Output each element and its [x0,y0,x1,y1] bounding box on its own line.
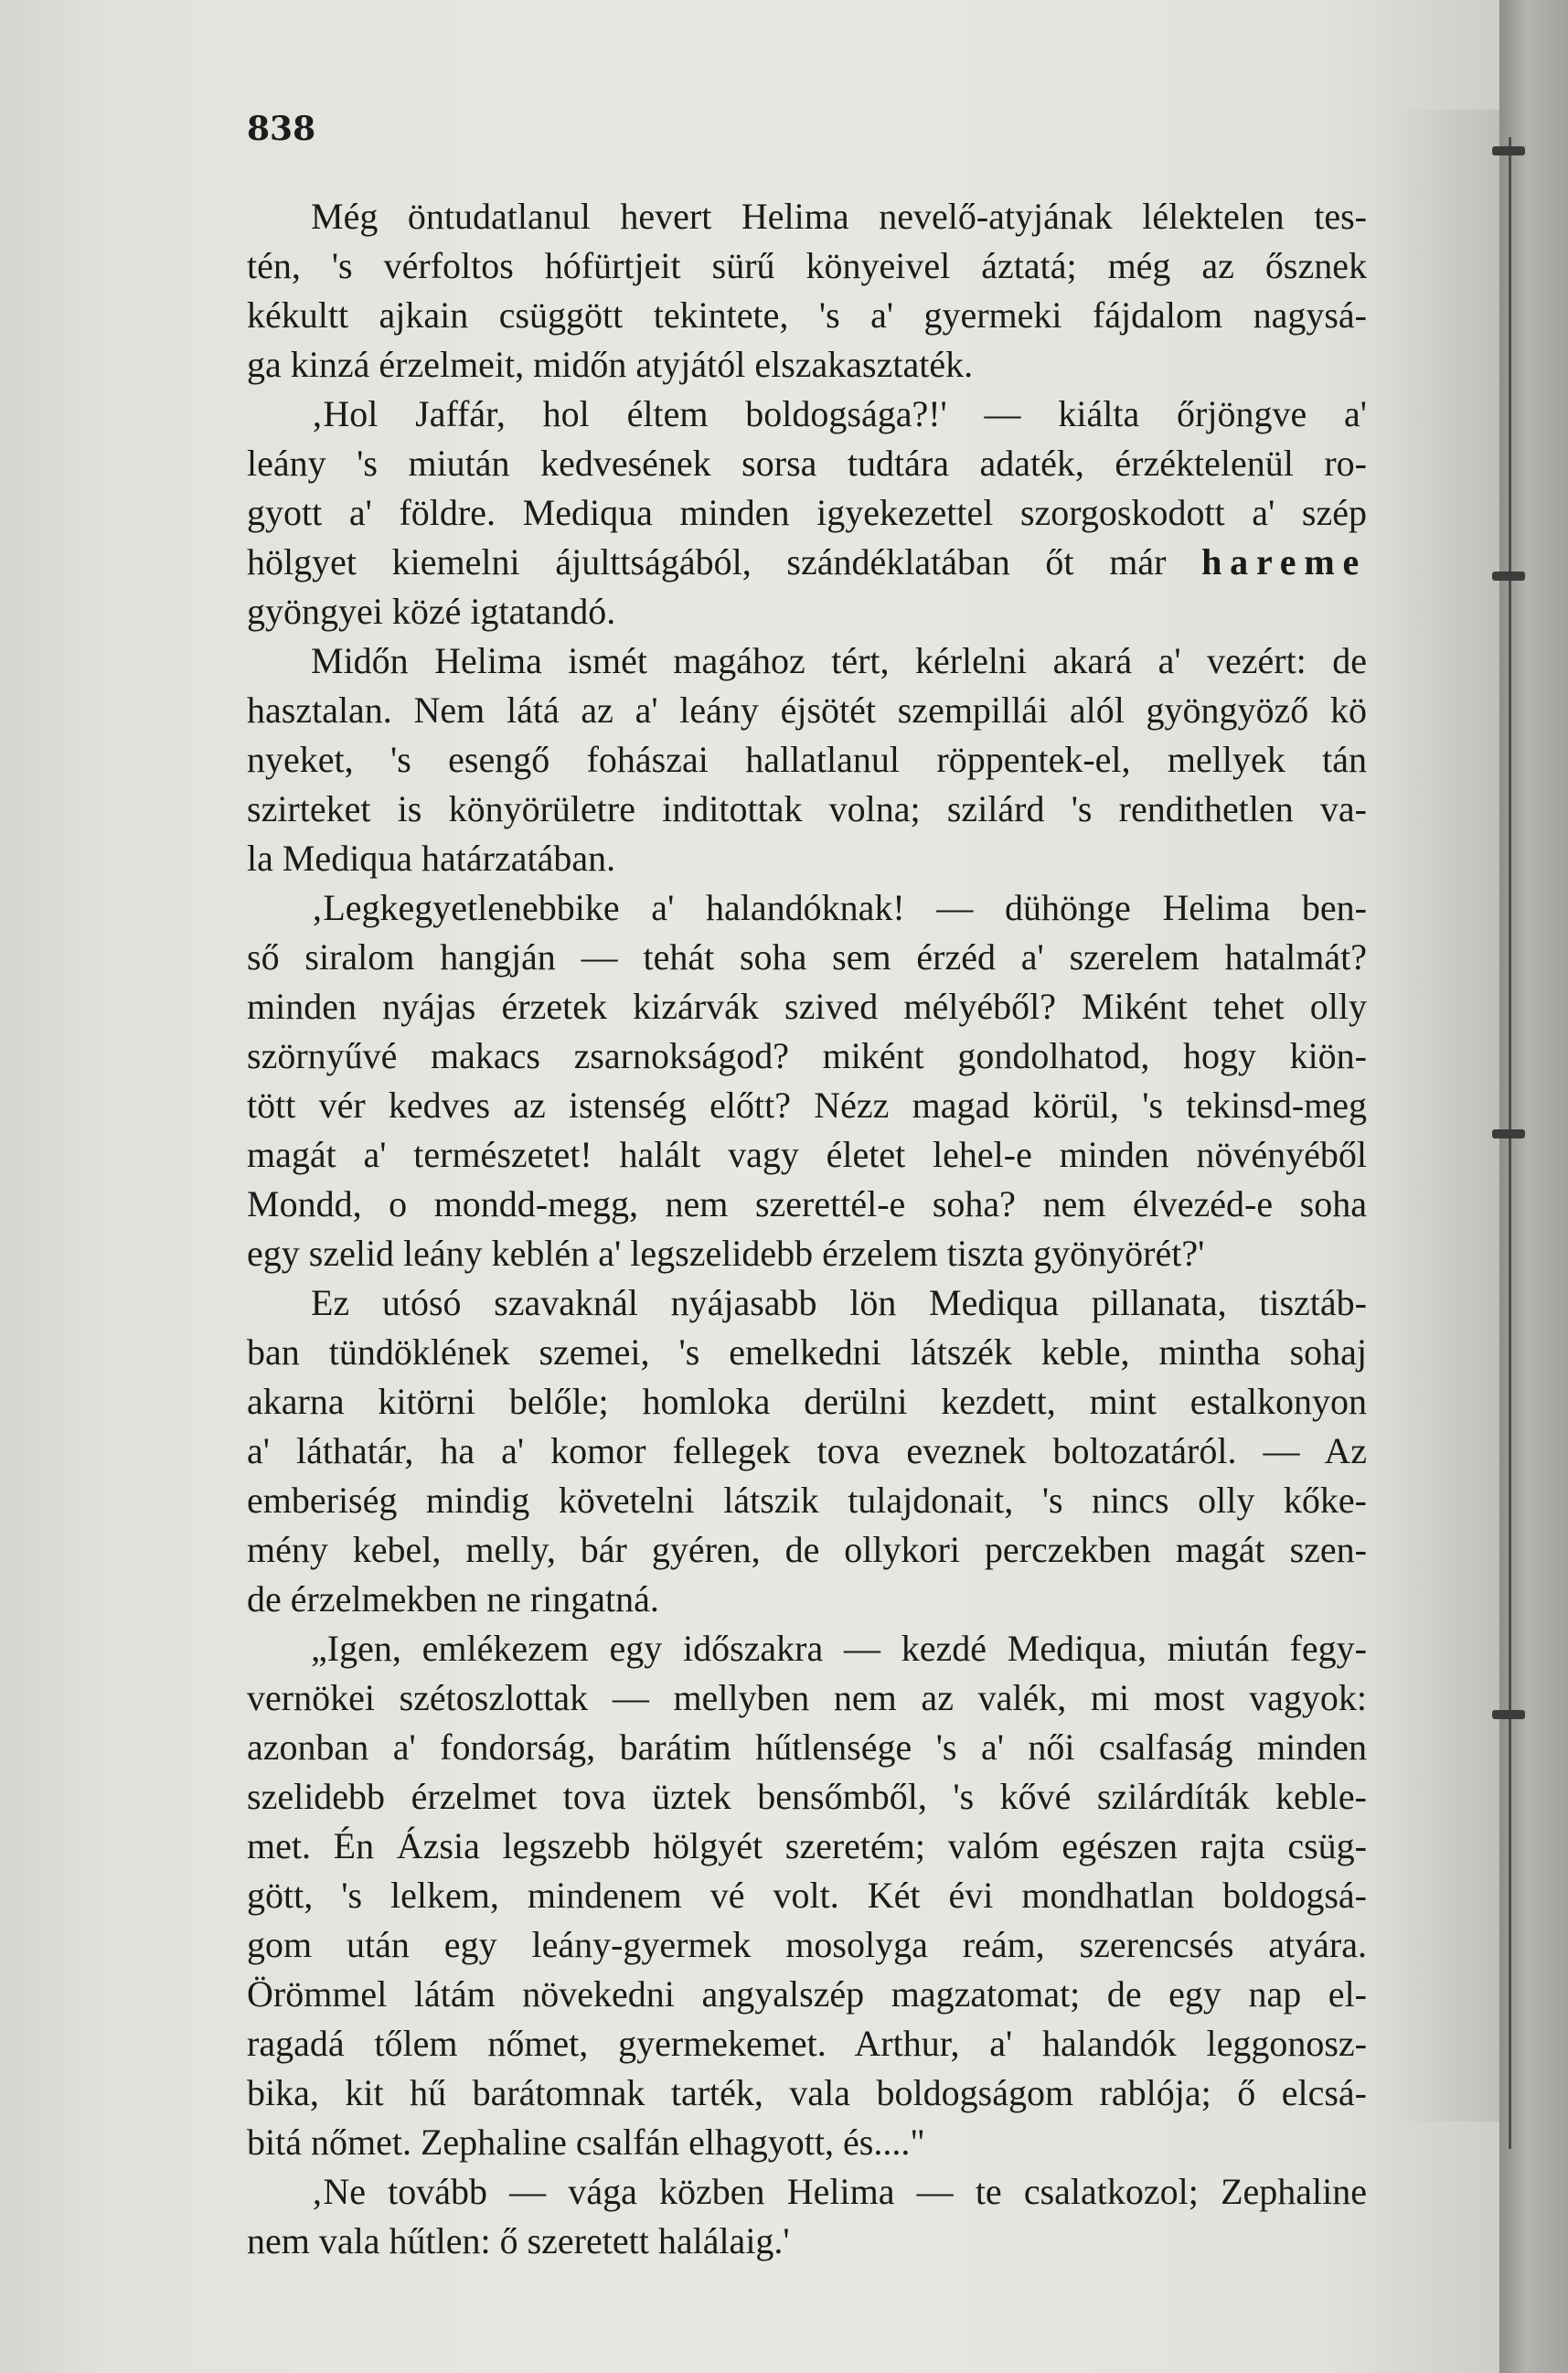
binding-thread-mark [1492,1710,1525,1719]
spine-binding-line [1509,137,1511,2149]
binding-thread-mark [1492,572,1525,581]
text-line: tén, 's vérfoltos hófürtjeit sürű könyeivel áztatá; még az ősznek [247,245,1367,286]
text-line: mény kebel, melly, bár gyéren, de ollykori perczekben magát szen- [247,1529,1367,1570]
text-line: Mondd, o mondd-megg, nem szerettél-e soha? nem élvezéd-e soha [247,1183,1367,1224]
text-line: vernökei szétoszlottak — mellyben nem az valék, mi most vagyok: [247,1677,1367,1718]
text-line: ‚Legkegyetlenebbike a' halandóknak! — dühönge Helima ben- [311,887,1367,928]
text-line: la Mediqua határzatában. [247,838,616,879]
text-line: gom után egy leány-gyermek mosolyga reám, szerencsés atyára. [247,1924,1367,1965]
text-line: gyöngyei közé igtatandó. [247,591,616,632]
text-line: kékultt ajkain csüggött tekintete, 's a' gyermeki fájdalom nagysá- [247,294,1367,336]
text-line: met. Én Ázsia legszebb hölgyét szeretém; valóm egészen rajta csüg- [247,1825,1367,1866]
text-line: nyeket, 's esengő fohászai hallatlanul röppentek-el, mellyek tán [247,739,1367,780]
binding-thread-mark [1492,1129,1525,1138]
text-line: ső siralom hangján — tehát soha sem érzéd a' szerelem hatalmát? [247,936,1367,978]
text-line: Örömmel látám növekedni angyalszép magzatomat; de egy nap el- [247,1973,1367,2015]
text-line: ‚Ne tovább — vága közben Helima — te csalatkozol; Zephaline [311,2171,1367,2212]
text-line: minden nyájas érzetek kizárvák szived mélyéből? Miként tehet olly [247,986,1367,1027]
text-line: a' láthatár, ha a' komor fellegek tova eveznek boltozatáról. — Az [247,1430,1367,1471]
text-line: bitá nőmet. Zephaline csalfán elhagyott, és...." [247,2122,925,2163]
text-line: tött vér kedves az istenség előtt? Nézz magad körül, 's tekinsd-meg [247,1085,1367,1126]
text-line: magát a' természetet! halált vagy életet lehel-e minden növényéből [247,1134,1367,1175]
binding-thread-mark [1492,146,1525,155]
text-line: gött, 's lelkem, mindenem vé volt. Két évi mondhatlan boldogsá- [247,1875,1367,1916]
text-line: azonban a' fondorság, barátim hűtlensége 's a' női csalfaság minden [247,1726,1367,1768]
text-line: ban tündöklének szemei, 's emelkedni látszék keble, mintha sohaj [247,1331,1367,1373]
text-line: egy szelid leány keblén a' legszelidebb érzelem tiszta gyönyörét?' [247,1233,1205,1274]
text-line: leány 's miután kedvesének sorsa tudtára adaték, érzéktelenül ro- [247,443,1367,484]
text-line: szirteket is könyörületre inditottak volna; szilárd 's rendithetlen va- [247,788,1367,829]
text-line: gyott a' földre. Mediqua minden igyekezettel szorgoskodott a' szép [247,492,1367,533]
text-line: Midőn Helima ismét magához tért, kérlelni akará a' vezért: de [311,640,1367,681]
text-line: Még öntudatlanul hevert Helima nevelő-atyjának lélektelen tes- [311,196,1367,237]
text-line: nem vala hűtlen: ő szeretett halálaig.' [247,2220,790,2261]
text-line: „Igen, emlékezem egy időszakra — kezdé Mediqua, miután fegy- [311,1628,1367,1669]
body-text [247,192,1367,2266]
text-line: szelidebb érzelmet tova üztek bensőmből, 's kővé szilárdíták keble- [247,1776,1367,1817]
text-line: Ez utósó szavaknál nyájasabb lön Mediqua pillanata, tisztáb- [311,1282,1367,1323]
text-line: ga kinzá érzelmeit, midőn atyjától elszakasztaték. [247,344,974,385]
text-line: de érzelmekben ne ringatná. [247,1578,659,1619]
text-line: ‚Hol Jaffár, hol éltem boldogsága?!' — kiálta őrjöngve a' [311,393,1367,434]
text-line: akarna kitörni belőle; homloka derülni kezdett, mint estalkonyon [247,1381,1367,1422]
text-line: bika, kit hű barátomnak tarték, vala boldogságom rablója; ő elcsá- [247,2072,1367,2113]
text-line: emberiség mindig követelni látszik tulajdonait, 's nincs olly kőke- [247,1480,1367,1521]
text-line: hölgyet kiemelni ájulttságából, szándéklatában őt már hareme [247,541,1367,583]
text-line: hasztalan. Nem látá az a' leány éjsötét szempillái alól gyöngyöző kö [247,689,1367,731]
text-line: szörnyűvé makacs zsarnokságod? miként gondolhatod, hogy kiön- [247,1035,1367,1076]
text-line: ragadá tőlem nőmet, gyermekemet. Arthur, a' halandók leggonosz- [247,2023,1367,2064]
bleed-through-shading [1390,110,1499,2122]
page-number: 838 [247,110,316,148]
